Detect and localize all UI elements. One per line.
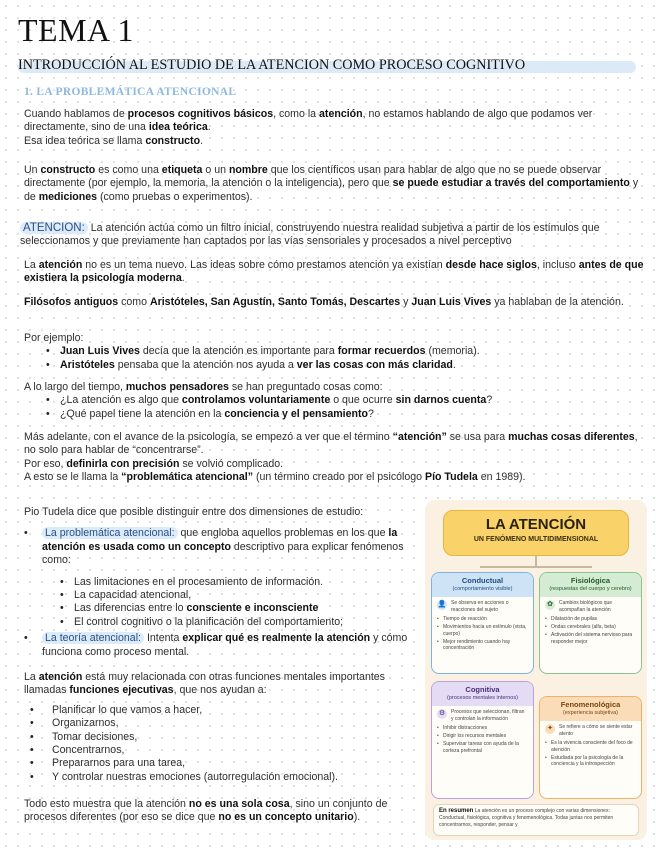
infographic-header bbox=[443, 510, 629, 556]
card-cognitiva: Cognitiva (procesos mentales internos) ⚙ Procesos que seleccionan, filtran y controlan la información • Inhibir distracciones • Dirigir los recursos mentales • Supervisar tareas con ayuda de la corteza prefrontal bbox=[431, 681, 534, 799]
paragraph-problematica: Más adelante, con el avance de la psicología, se empezó a ver que el término “atención” se usa para muchas cosas diferentes, no solo para hablar de “concentrarse”. Por eso, definirla con precisión se volvió complicado. A esto se le llama la “problemática atencional” (un término creado por el psicólogo Pío Tudela en 1989). bbox=[24, 431, 638, 484]
infographic-title: LA ATENCIÓN bbox=[485, 516, 587, 533]
list-item: • ¿Qué papel tiene la atención en la conciencia y el pensamiento? bbox=[46, 408, 644, 421]
attention-infographic bbox=[425, 500, 647, 840]
list-item: • Las diferencias entre lo consciente e inconsciente bbox=[60, 602, 416, 615]
card-fisiologica: Fisiológica (respuestas del cuerpo y cerebro) ✿ Cambios biológicos que acompañan la atención • Dilatación de pupilas • Ondas cerebrales (alfa, beta) • Activación del sistema nervioso para responder mejor bbox=[539, 572, 642, 674]
gear-icon: ⚙ bbox=[438, 710, 446, 717]
paragraph-history: La atención no es un tema nuevo. Las ideas sobre cómo prestamos atención ya existían desde hace siglos, incluso antes de que existiera la psicología moderna. bbox=[24, 259, 644, 285]
list-item: • Prepararnos para una tarea, bbox=[30, 757, 416, 770]
sparkle-icon: ✦ bbox=[545, 724, 555, 734]
list-item: • Juan Luis Vives decía que la atención es importante para formar recuerdos (memoria). bbox=[46, 345, 644, 358]
paragraph-questions: A lo largo del tiempo, muchos pensadores se han preguntado cosas como: • ¿La atención es algo que controlamos voluntariamente o que ocurre sin darnos cuenta? • ¿Qué papel tiene la atención en la conciencia y el pensamiento? bbox=[24, 381, 644, 421]
paragraph-philosophers: Filósofos antiguos como Aristóteles, San Agustín, Santo Tomás, Descartes y Juan Luis Vives ya hablaban de la atención. bbox=[24, 296, 624, 308]
card-fenomenologica: Fenomenológica (experiencia subjetiva) ✦ Se refiere a cómo se siente estar atento • Es la vivencia consciente del foco de atención • Estudiada por la psicología de la conciencia y la introspección bbox=[539, 696, 642, 799]
infographic-summary: En resumen La atención es un proceso complejo con varias dimensiones: Conductual, fisiológica, cognitiva y fenomenológica. Todas juntas nos permiten concentrarnos, responder, pensar y bbox=[433, 804, 639, 836]
paragraph-atencion-definition: ATENCION: La atención actúa como un filtro inicial, construyendo nuestra realidad subjetiva a partir de los estímulos que seleccionamos y que previamente han captados por las vías sensoriales y procesados a nivel perceptivo bbox=[20, 222, 600, 248]
list-item: • Tomar decisiones, bbox=[30, 731, 416, 744]
list-item: • ¿La atención es algo que controlamos voluntariamente o que ocurre sin darnos cuenta? bbox=[46, 394, 644, 407]
list-item: • Las limitaciones en el procesamiento de información. bbox=[60, 576, 416, 589]
subtitle-text: INTRODUCCIÓN AL ESTUDIO DE LA ATENCION COMO PROCESO COGNITIVO bbox=[18, 57, 526, 73]
list-item: • Planificar lo que vamos a hacer, bbox=[30, 704, 416, 717]
brain-icon: ✿ bbox=[545, 600, 555, 610]
paragraph-conclusion: Todo esto muestra que la atención no es una sola cosa, sino un conjunto de procesos diferentes (por eso se dice que no es un concepto unitario). bbox=[24, 798, 388, 824]
executive-functions-list bbox=[30, 704, 416, 784]
list-item: • La problemática atencional: que engloba aquellos problemas en los que la atención es usada como un concepto descriptivo para explicar fenómenos como: • Las limitaciones en el procesamiento de información. • La capacidad atencional, • Las diferencias entre lo consciente e inconsciente • El control cognitivo o la planificación del comportamiento; bbox=[24, 527, 416, 629]
page-title: TEMA 1 bbox=[18, 12, 134, 48]
infographic-subtitle: UN FENÓMENO MULTIDIMENSIONAL bbox=[473, 536, 599, 543]
list-item: • Aristóteles pensaba que la atención nos ayuda a ver las cosas con más claridad. bbox=[46, 359, 644, 372]
list-item: • Organizarnos, bbox=[30, 717, 416, 730]
paragraph-examples: Por ejemplo: • Juan Luis Vives decía que la atención es importante para formar recuerdos (memoria). • Aristóteles pensaba que la atención nos ayuda a ver las cosas con más claridad. bbox=[24, 332, 644, 372]
paragraph-intro: Cuando hablamos de procesos cognitivos básicos, como la atención, no estamos hablando de algo que podamos ver directamente, sino de una idea teórica. Esa idea teórica se llama constructo. bbox=[24, 108, 593, 147]
card-conductual: Conductual (comportamiento visible) 👤 Se observa en acciones o reacciones del sujeto • Tiempo de reacción • Movimientos hacia un estímulo (vista, cuerpo) • Mejor rendimiento cuando hay concentración bbox=[431, 572, 534, 674]
person-icon: 👤 bbox=[437, 601, 447, 608]
list-item: • Concentrarnos, bbox=[30, 744, 416, 757]
paragraph-dimensions: Pio Tudela dice que posible distinguir entre dos dimensiones de estudio: • La problemática atencional: que engloba aquellos problemas en los que la atención es usada como un concepto descriptivo para explicar fenómenos como: • Las limitaciones en el procesamiento de información. • La capacidad atencional, • Las diferencias entre lo consciente e inconsciente • El control cognitivo o la planificación del comportamiento; • La teoría atencional: Intenta explicar qué es realmente la atención y cómo funciona como proceso mental. bbox=[24, 506, 416, 659]
list-item: • El control cognitivo o la planificación del comportamiento; bbox=[60, 616, 416, 629]
page-subtitle bbox=[18, 57, 636, 74]
paragraph-executive-functions: La atención está muy relacionada con otras funciones mentales importantes llamadas funciones ejecutivas, que nos ayudan a: • Planificar lo que vamos a hacer, • Organizarnos, • Tomar decisiones, • Concentrarnos, • Prepararnos para una tarea, • Y controlar nuestras emociones (autorregulación emocional). bbox=[24, 671, 416, 784]
list-item: • La teoría atencional: Intenta explicar qué es realmente la atención y cómo funciona como proceso mental. bbox=[24, 632, 416, 659]
section-heading: 1. LA PROBLEMÁTICA ATENCIONAL bbox=[24, 86, 237, 98]
paragraph-constructo: Un constructo es como una etiqueta o un nombre que los científicos usan para hablar de algo que no se puede observar directamente (por ejemplo, la memoria, la atención o la inteligencia), pero que se puede estudiar a través del comportamiento y de mediciones (como pruebas o experimentos). bbox=[24, 164, 639, 203]
list-item: • Y controlar nuestras emociones (autorregulación emocional). bbox=[30, 771, 416, 784]
atencion-label: ATENCION: bbox=[20, 222, 88, 234]
list-item: • La capacidad atencional, bbox=[60, 589, 416, 602]
